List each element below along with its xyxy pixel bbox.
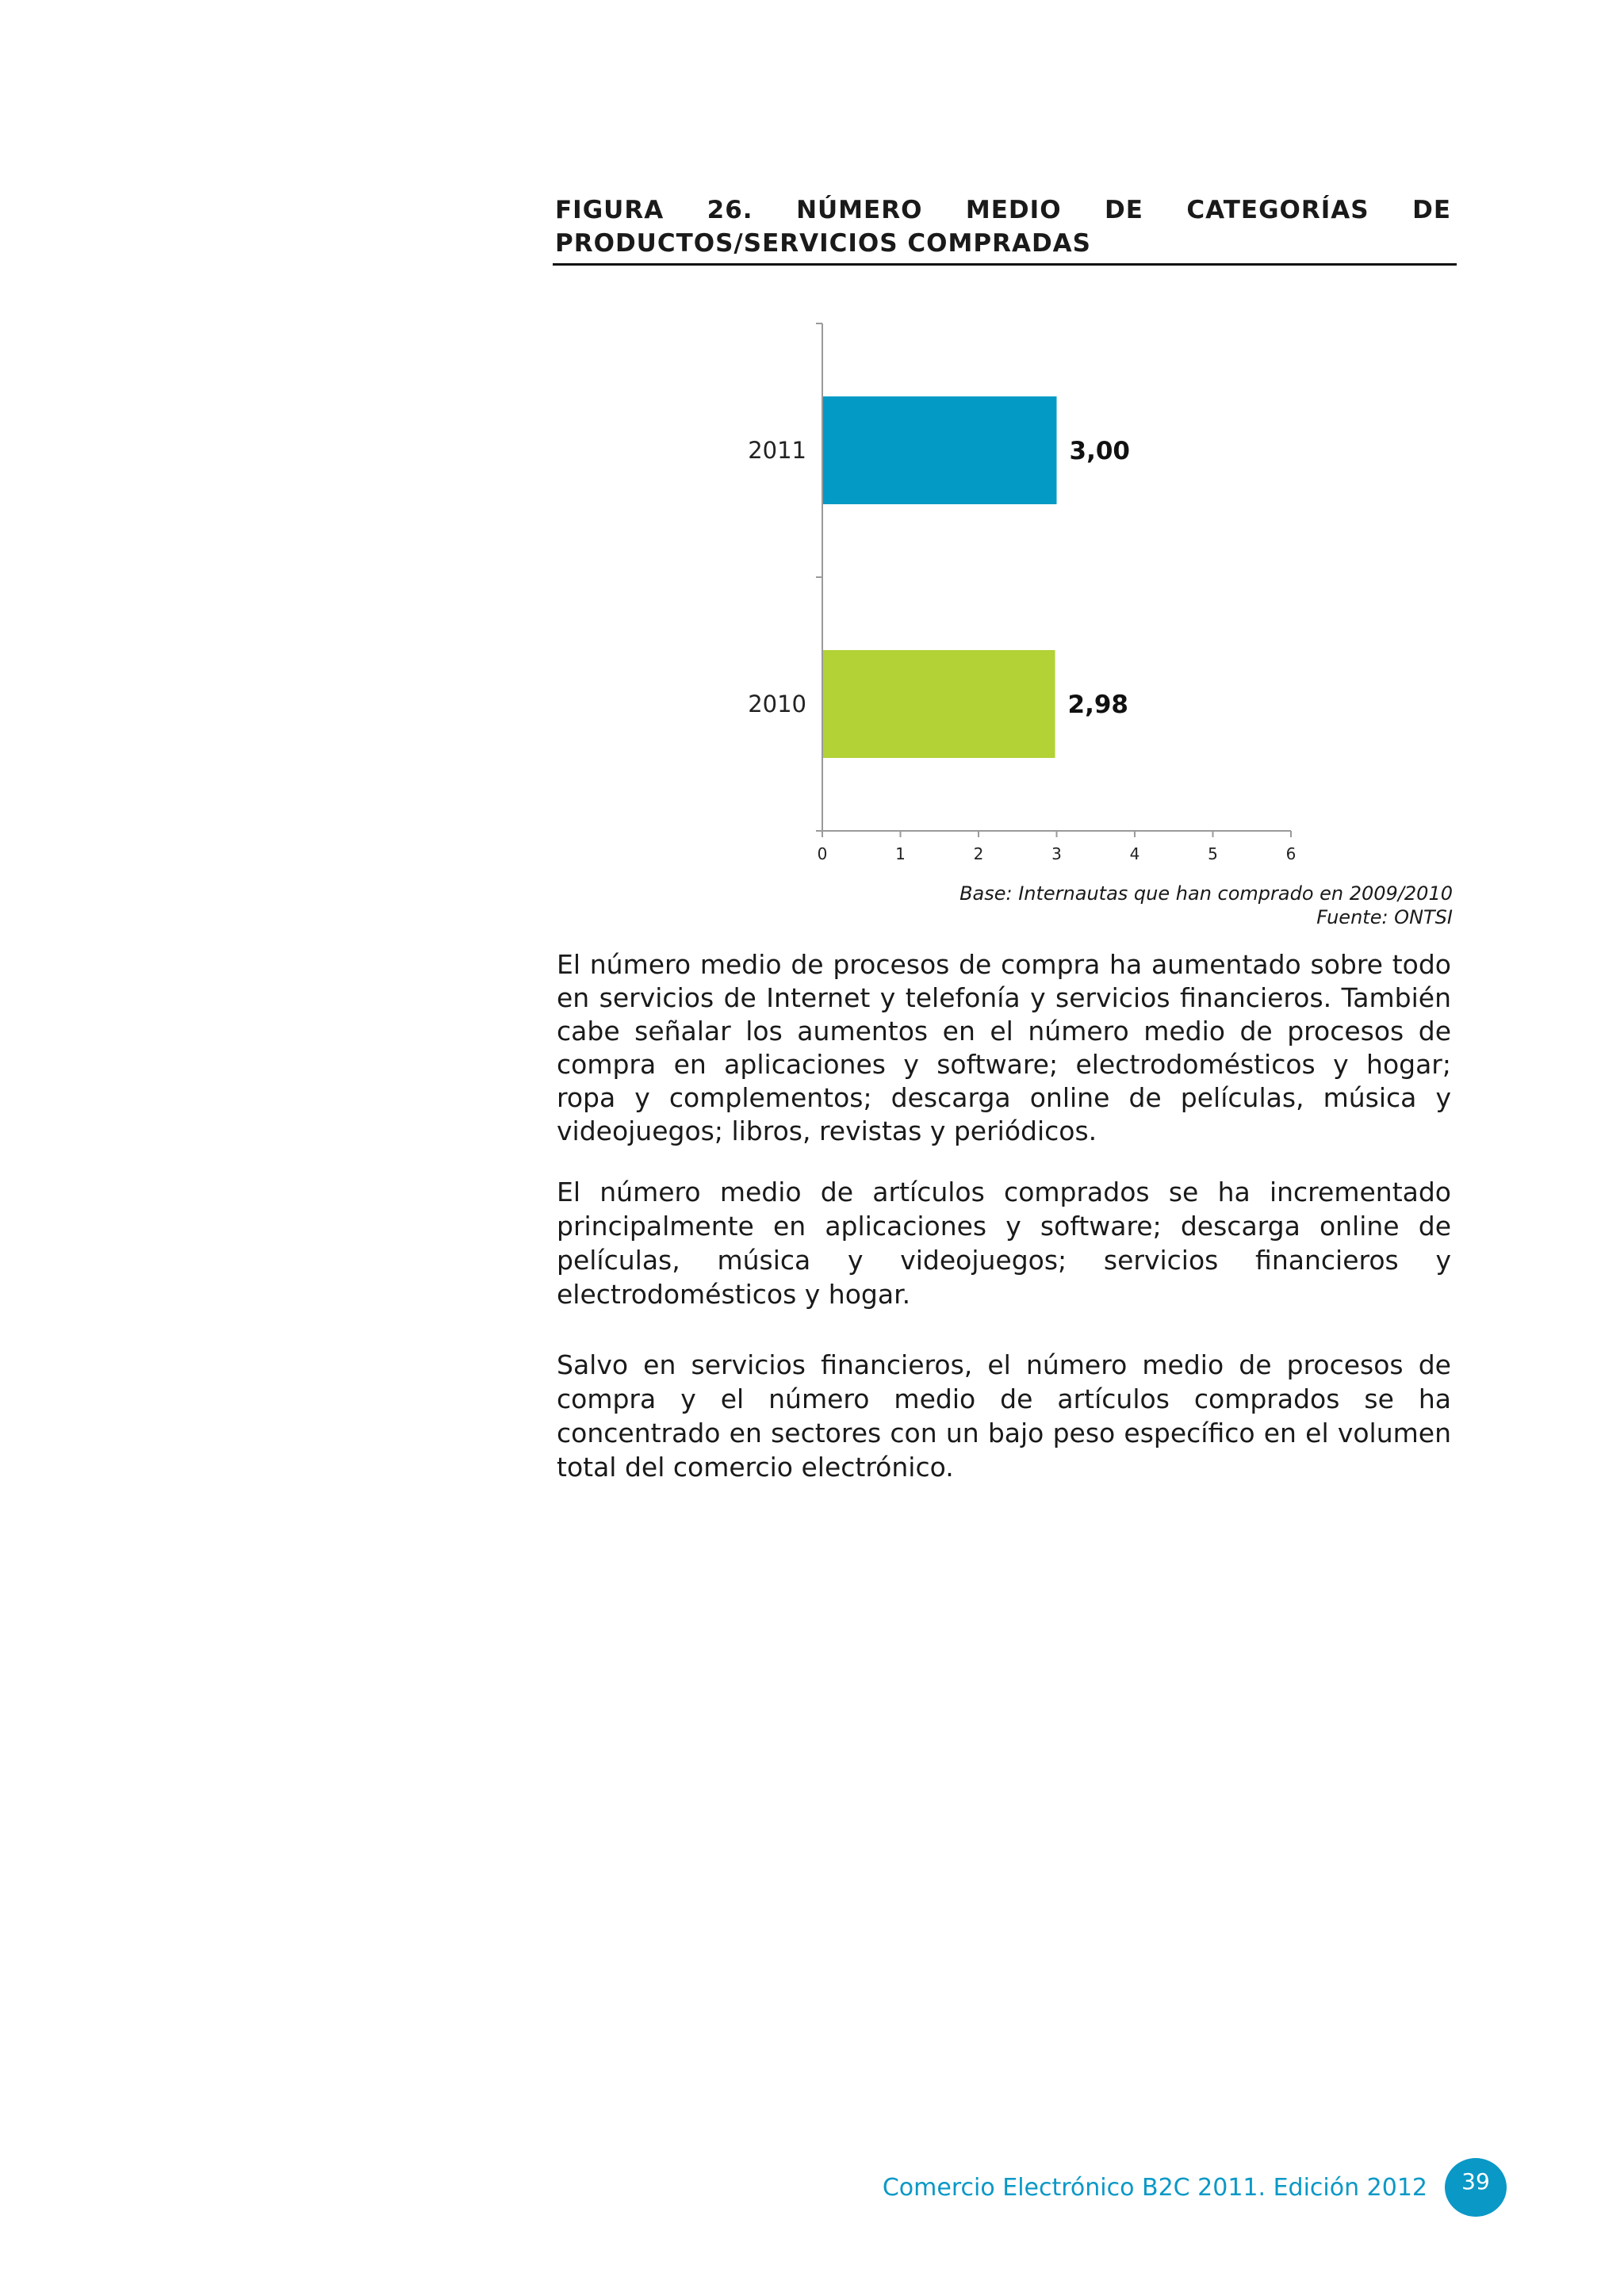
bar-2010 bbox=[823, 650, 1055, 758]
body-paragraph-2: El número medio de artículos comprados se ha incrementado principalmente en aplicaciones y software; descarga online de películas, música y videojuegos; servicios financieros y electrodomésticos y hogar. bbox=[557, 1177, 1451, 1310]
x-tick-label: 6 bbox=[1285, 844, 1297, 863]
data-label: 3,00 bbox=[1069, 437, 1130, 465]
x-tick-label: 5 bbox=[1208, 844, 1218, 863]
body-paragraph-3: Salvo en servicios financieros, el número medio de procesos de compra y el número medio de artículos comprados se ha concentrado en sectores con un bajo peso específico en el volumen total del comercio electrónico. bbox=[557, 1349, 1451, 1483]
category-label: 2010 bbox=[748, 691, 806, 718]
x-tick-label: 1 bbox=[895, 844, 906, 863]
figure-title: FIGURA 26. NÚMERO MEDIO DE CATEGORÍAS DE PRODUCTOS/SERVICIOS COMPRADAS bbox=[555, 196, 1451, 258]
data-label: 2,98 bbox=[1067, 691, 1129, 719]
page-number-badge: 39 bbox=[1445, 2158, 1507, 2217]
x-tick-label: 4 bbox=[1129, 844, 1140, 863]
x-tick-label: 3 bbox=[1051, 844, 1062, 863]
category-label: 2011 bbox=[748, 437, 806, 464]
body-paragraph-1: El número medio de procesos de compra ha aumentado sobre todo en servicios de Internet y telefonía y servicios financieros. También cabe señalar los aumentos en el número medio de procesos de compra en aplicaciones y software; electrodomésticos y hogar; ropa y complementos; descarga online de películas, música y videojuegos; libros, revistas y periódicos. bbox=[557, 949, 1451, 1146]
source-fuente: Fuente: ONTSI bbox=[1316, 906, 1453, 928]
chart-plot-area bbox=[748, 323, 1296, 863]
x-tick-label: 0 bbox=[817, 844, 828, 863]
bar-chart bbox=[0, 0, 1624, 888]
footer-publication-title: Comercio Electrónico B2C 2011. Edición 2012 bbox=[882, 2174, 1427, 2202]
source-base: Base: Internautas que han comprado en 2009/2010 bbox=[959, 882, 1453, 905]
figure-source bbox=[793, 882, 1453, 929]
x-tick-label: 2 bbox=[973, 844, 984, 863]
bar-2011 bbox=[823, 396, 1057, 504]
